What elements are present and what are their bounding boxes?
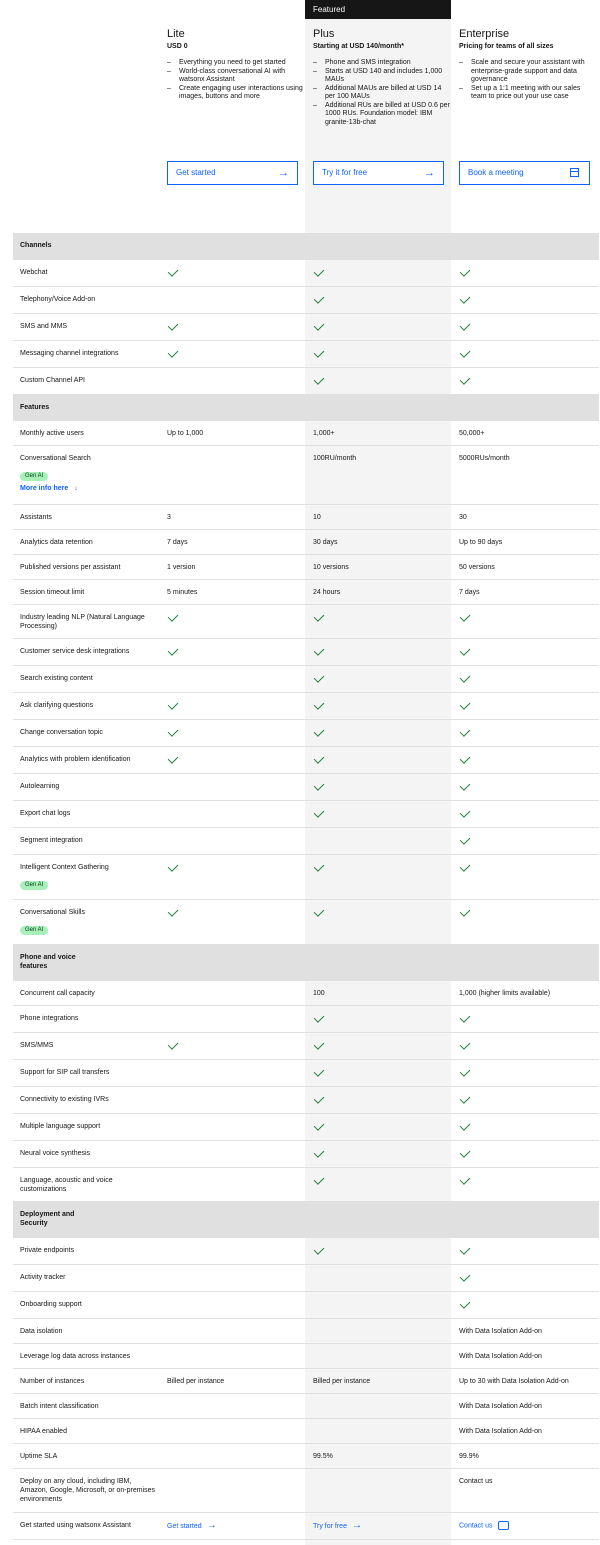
feature-label: Intelligent Context Gathering [20,864,109,871]
checkmark-icon [459,1041,468,1052]
cell-value: 5000RUs/month [459,455,510,462]
table-row [13,314,599,341]
feature-label: Neural voice synthesis [20,1150,91,1157]
table-row [13,693,599,720]
cell-value: Contact us [459,1478,493,1485]
section-title: Phone and voice features [20,954,76,970]
checkmark-icon [459,1246,468,1257]
cell-value: 24 hours [313,589,341,596]
checkmark-icon [313,809,322,820]
checkmark-icon [313,322,322,333]
feature-label: Private endpoints [20,1247,75,1254]
table-row [13,341,599,368]
checkmark-icon [167,701,176,712]
cell-value: 3 [167,514,171,521]
checkmark-icon [459,322,468,333]
cell-value: Billed per instance [167,1378,225,1385]
cell-value: With Data Isolation Add-on [459,1428,542,1435]
table-row [13,666,599,693]
checkmark-icon [459,268,468,279]
table-row [13,1419,599,1444]
book-a-meeting-button[interactable] [459,161,590,185]
plan-name: Enterprise [459,28,510,40]
plan-lite [167,27,305,102]
feature-label: Deploy on any cloud, including IBM, Amazon, Google, Microsoft, or on-premises environments [20,1478,155,1503]
plan-feature-list [459,59,597,102]
table-row [13,446,599,505]
table-row [13,828,599,855]
table-row [13,1168,599,1202]
table-row [13,801,599,828]
checkmark-icon [313,647,322,658]
checkmark-icon [167,647,176,658]
table-row [13,287,599,314]
cell-value: 10 [313,514,321,521]
get-started-link[interactable] [167,1521,217,1531]
cell-value: 1,000 (higher limits available) [459,990,551,997]
feature-label: Industry leading NLP (Natural Language Processing) [20,614,145,630]
feature-label: Batch intent classification [20,1403,99,1410]
table-row [13,1394,599,1419]
feature-label: Search existing content [20,675,93,682]
checkmark-icon [459,728,468,739]
plan-feature: – World-class conversational AI with watsonx Assistant [167,68,305,85]
table-row [13,1087,599,1114]
feature-label: SMS and MMS [20,323,68,330]
table-row [13,1238,599,1265]
table-row [13,1292,599,1319]
checkmark-icon [167,908,176,919]
checkmark-icon [459,1095,468,1106]
feature-label: SMS/MMS [20,1042,54,1049]
checkmark-icon [313,1149,322,1160]
try-for-free-link[interactable] [313,1521,362,1531]
plan-price: Pricing for teams of all sizes [459,43,554,50]
chat-icon [498,1521,509,1530]
feature-label: Language, acoustic and voice customizations [20,1177,113,1193]
feature-label: Leverage log data across instances [20,1353,131,1360]
checkmark-icon [313,782,322,793]
cell-value: 7 days [459,589,480,596]
table-row [13,421,599,446]
feature-label: Conversational Search [20,455,91,462]
feature-label: Segment integration [20,837,83,844]
checkmark-icon [313,349,322,360]
feature-label: Webchat [20,269,48,276]
arrow-down-icon: ↓ [74,485,78,492]
checkmark-icon [459,295,468,306]
plan-feature: – Phone and SMS integration [313,59,451,68]
table-row [13,1006,599,1033]
feature-label: HIPAA enabled [20,1428,67,1435]
arrow-right-icon: → [424,167,435,179]
checkmark-icon [313,613,322,624]
arrow-right-icon: → [278,167,289,179]
cell-value: With Data Isolation Add-on [459,1403,542,1410]
table-row [13,774,599,801]
cell-value: Up to 1,000 [167,430,204,437]
checkmark-icon [459,782,468,793]
table-row [13,1141,599,1168]
checkmark-icon [313,1041,322,1052]
checkmark-icon [313,755,322,766]
try-it-for-free-button[interactable] [313,161,444,185]
table-row [13,260,599,287]
contact-us-link[interactable] [459,1521,509,1530]
checkmark-icon [313,701,322,712]
feature-label: Customer service desk integrations [20,648,130,655]
feature-label: Number of instances [20,1378,85,1385]
cell-value: 50 versions [459,564,495,571]
checkmark-icon [313,1068,322,1079]
feature-label: Get started using watsonx Assistant [20,1522,131,1529]
plan-enterprise [459,27,597,102]
checkmark-icon [313,1095,322,1106]
table-row [13,555,599,580]
checkmark-icon [459,613,468,624]
checkmark-icon [459,1273,468,1284]
feature-label: Analytics with problem identification [20,756,131,763]
checkmark-icon [167,1041,176,1052]
feature-label: Export chat logs [20,810,71,817]
checkmark-icon [459,1068,468,1079]
cell-value: 1,000+ [313,430,335,437]
table-row [13,1444,599,1469]
checkmark-icon [167,728,176,739]
checkmark-icon [459,908,468,919]
gen-ai-badge: Gen AI [20,472,48,481]
section-header-channels [13,233,599,260]
plan-price: USD 0 [167,43,188,50]
plan-feature: – Create engaging user interactions using images, buttons and more [167,85,305,102]
checkmark-icon [459,1014,468,1025]
link-label: Try for free [313,1523,347,1530]
section-title: Channels [20,242,52,249]
cell-value: Up to 30 with Data Isolation Add-on [459,1378,569,1385]
comparison-table [13,233,599,1540]
cell-value: 10 versions [313,564,349,571]
feature-label: Conversational Skills [20,909,85,916]
feature-label: Monthly active users [20,430,84,437]
table-row [13,1114,599,1141]
plan-feature: – Everything you need to get started [167,59,305,68]
table-row [13,1265,599,1292]
checkmark-icon [313,295,322,306]
cell-value: With Data Isolation Add-on [459,1353,542,1360]
plan-name: Plus [313,28,335,40]
plan-feature: – Scale and secure your assistant with enterprise-grade support and data governance [459,59,597,85]
button-label: Try it for free [322,168,368,177]
checkmark-icon [459,863,468,874]
checkmark-icon [313,863,322,874]
section-header-phone-and-voice-features [13,945,599,981]
section-header-deployment-and-security [13,1202,599,1238]
cell-value: 7 days [167,539,188,546]
table-row [13,1033,599,1060]
button-label: Book a meeting [468,168,524,177]
gen-ai-badge: Gen AI [20,881,48,890]
plan-feature-list [167,59,305,102]
table-row [13,720,599,747]
checkmark-icon [459,836,468,847]
cell-value: 100RU/month [313,455,357,462]
button-label: Get started [176,168,216,177]
arrow-right-icon: → [351,1520,362,1531]
feature-label: Assistants [20,514,52,521]
checkmark-icon [313,1014,322,1025]
checkmark-icon [313,1122,322,1133]
table-row [13,855,599,900]
checkmark-icon [313,1176,322,1187]
table-row [13,639,599,666]
plan-plus [313,27,451,127]
link-label: Contact us [459,1522,493,1530]
cell-value: Up to 90 days [459,539,503,546]
feature-label: Onboarding support [20,1301,82,1308]
checkmark-icon [459,647,468,658]
feature-label: Data isolation [20,1328,63,1335]
checkmark-icon [459,674,468,685]
cell-value: 30 [459,514,467,521]
checkmark-icon [167,755,176,766]
checkmark-icon [313,728,322,739]
checkmark-icon [167,349,176,360]
feature-label: Messaging channel integrations [20,350,119,357]
plan-feature: – Starts at USD 140 and includes 1,000 MAUs [313,68,451,85]
section-header-features [13,395,599,421]
cell-value: 5 minutes [167,589,198,596]
gen-ai-badge: Gen AI [20,926,48,935]
checkmark-icon [167,268,176,279]
feature-label: Published versions per assistant [20,564,121,571]
table-row [13,580,599,605]
checkmark-icon [459,1122,468,1133]
calendar-icon [570,168,579,177]
section-title: Deployment and Security [20,1211,75,1227]
checkmark-icon [167,613,176,624]
feature-label: Multiple language support [20,1123,101,1130]
checkmark-icon [459,376,468,387]
cell-value: 99.9% [459,1453,479,1460]
checkmark-icon [459,1300,468,1311]
table-row [13,1319,599,1344]
plan-name: Lite [167,28,185,40]
checkmark-icon [167,322,176,333]
table-row [13,505,599,530]
checkmark-icon [313,908,322,919]
more-info-label: More info here [20,485,69,492]
checkmark-icon [459,1149,468,1160]
feature-label: Activity tracker [20,1274,66,1281]
checkmark-icon [313,1246,322,1257]
feature-label: Autolearning [20,783,60,790]
feature-label: Telephony/Voice Add-on [20,296,96,303]
table-row [13,1369,599,1394]
plan-feature: – Additional MAUs are billed at USD 14 per 100 MAUs [313,85,451,102]
cell-value: 100 [313,990,325,997]
feature-label: Phone integrations [20,1015,79,1022]
section-title: Features [20,404,50,411]
checkmark-icon [459,1176,468,1187]
feature-label: Session timeout limit [20,589,85,596]
table-row [13,605,599,639]
table-row [13,1060,599,1087]
table-row [13,981,599,1006]
feature-label: Analytics data retention [20,539,93,546]
feature-label: Uptime SLA [20,1453,58,1460]
cell-value: 99.5% [313,1453,333,1460]
checkmark-icon [167,863,176,874]
checkmark-icon [459,755,468,766]
table-row [13,747,599,774]
table-row [13,530,599,555]
link-label: Get started [167,1523,202,1530]
cell-value: 30 days [313,539,338,546]
more-info-link[interactable] [20,484,78,493]
featured-label: Featured [305,0,451,19]
table-row [13,900,599,945]
plan-feature: – Additional RUs are billed at USD 0.6 per 1000 RUs. Foundation model: IBM granite-13b-chat [313,102,451,128]
plan-price: Starting at USD 140/month* [313,43,405,50]
feature-label: Ask clarifying questions [20,702,94,709]
feature-label: Connectivity to existing IVRs [20,1096,109,1103]
checkmark-icon [459,809,468,820]
table-row [13,368,599,395]
cell-value: Billed per instance [313,1378,371,1385]
feature-label: Custom Channel API [20,377,85,384]
feature-label: Concurrent call capacity [20,990,95,997]
checkmark-icon [313,268,322,279]
arrow-right-icon: → [206,1520,217,1531]
feature-label: Support for SIP call transfers [20,1069,110,1076]
checkmark-icon [459,701,468,712]
table-row [13,1469,599,1513]
get-started-button[interactable] [167,161,298,185]
cell-value: 50,000+ [459,430,485,437]
plan-feature: – Set up a 1:1 meeting with our sales team to price out your use case [459,85,597,102]
cell-value: With Data Isolation Add-on [459,1328,542,1335]
plan-feature-list [313,59,451,127]
feature-label: Change conversation topic [20,729,103,736]
checkmark-icon [313,674,322,685]
table-row [13,1344,599,1369]
table-row [13,1513,599,1540]
checkmark-icon [313,376,322,387]
checkmark-icon [459,349,468,360]
cell-value: 1 version [167,564,196,571]
